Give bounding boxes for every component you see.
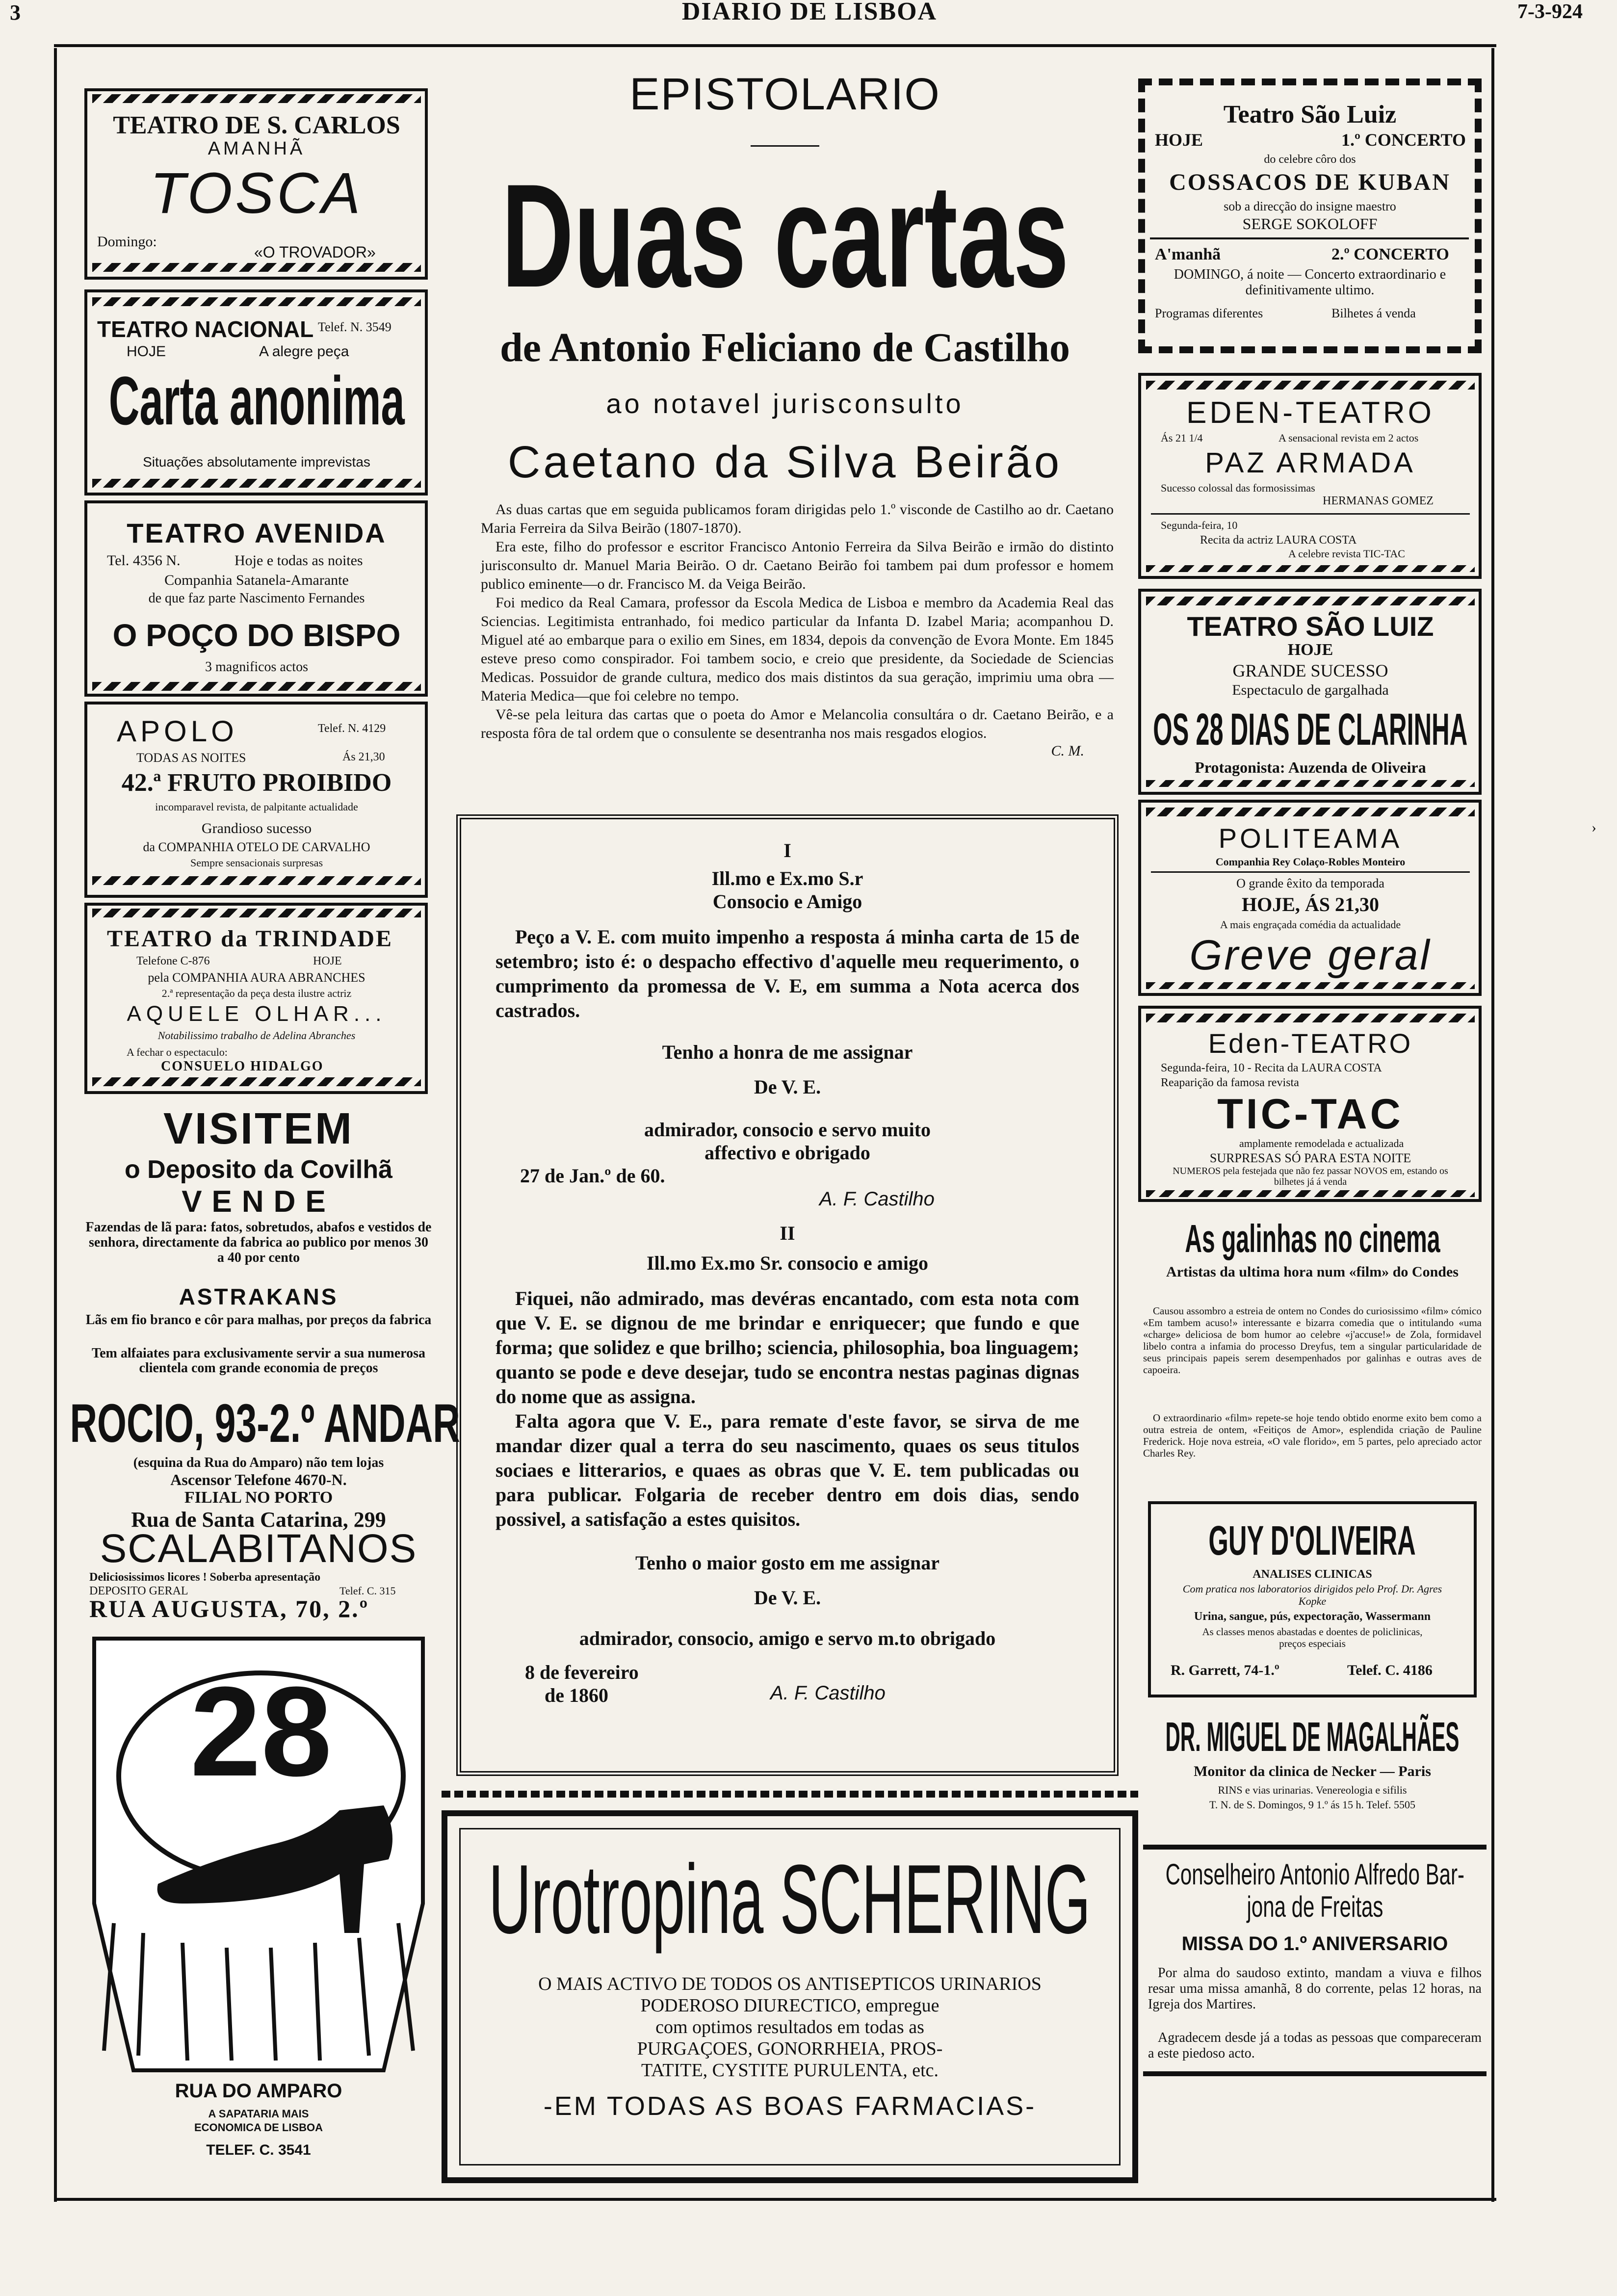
play-title: TIC-TAC — [1217, 1091, 1404, 1138]
intro-text: As duas cartas que em seguida publicamos foram dirigidas pelo 1.º visconde de Castilho ao dr. Caetano Maria Ferreira da Silva Beirão (1807-1870). Era este, filho do professor e escritor Francisco Antonio Ferreira da Silva Beirão e irmão do distinto jurisconsulto dr. Manuel Maria Beirão. O dr. Caetano Beirão foi tambem pai dum professor e homem publico eminente—o dr. Francisco M. da Veiga Beirão. Foi medico da Real Camara, professor da Escola Medica de Lisboa e membro da Academia Real das Sciencias. Legitimista entranhado, foi medico particular da Infanta D. Izabel Maria; acompanhou D. Miguel até ao embarque para o exilio em Sines, em 1834, depois da convenção de Evora Monte. Em 1845 esteve preso como conspirador. Foi tambem socio, e creio que presidente, da Sociedade de Sciencias Medicas. Possuidor de grande cultura, medico dos mais distintos da sua geração, imprimiu uma obra —Materia Medica—que foi celebre no tempo. Vê-se pela leitura das cartas que o poeta do Amor e Melancolia consultára o dr. Caetano Beirão, e a resposta fôra de tal ordem que o consulente se desentranha nos mais resgados elogios. C. M. — [481, 501, 1114, 759]
header-rule — [54, 44, 1496, 47]
ad-teatro-sao-luiz-clarinha: TEATRO SÃO LUIZ HOJE GRANDE SUCESSO Espectaculo de gargalhada OS 28 DIAS DE CLARINHA Protagonista: Auzenda de Oliveira — [1138, 589, 1482, 795]
ad-teatro-avenida: TEATRO AVENIDA Tel. 4356 N. Hoje e todas as noites Companhia Satanela-Amarante de que faz parte Nascimento Fernandes O POÇO DO BISPO 3 magnificos actos — [84, 500, 428, 697]
theatre-name: TEATRO AVENIDA — [127, 518, 387, 548]
article-galinhas-no-cinema: As galinhas no cinema Artistas da ultima hora num «film» do Condes Causou assombro a estreia de ontem no Condes do curiosissimo «film» cómico «Em tambem acuso!» interessante e bizarra comedia que o intitulando «uma «charge» deliciosa de bom humor ao celebre «j'accuse!» de Zola, formidavel libelo contra a infamia do processo Dreyfus, tem a singular particularidade de seus principais papeis serem desempenhados por galinhas e outras aves de capoeira. O extraordinario «film» repete-se hoje tendo obtido enorme exito bem como a outra estreia de ontem, «Feitiços de Amor», esplendida criação de Pauline Frederick. Hoje nova estreia, «O vale florido», em 5 partes, pelo apreciado actor Charles Rey. — [1143, 1217, 1482, 1459]
notice-missa-aniversario: Conselheiro Antonio Alfredo Bar- jona de Freitas MISSA DO 1.º ANIVERSARIO Por alma do saudoso extinto, mandam a viuva e filhos resar uma missa amanhã, 8 do corrente, pelas 12 horas, na Igreja dos Martires. Agradecem desde já a todas as pessoas que compareceram a este piedoso acto. — [1143, 1859, 1487, 2144]
ad-teatro-nacional: TEATRO NACIONAL Telef. N. 3549 HOJE A alegre peça Carta anonima Situações absolutamente imprevistas — [84, 289, 428, 496]
margin-mark: › — [1591, 819, 1596, 835]
ad-eden-teatro-tic-tac: Eden-TEATRO Segunda-feira, 10 - Recita da LAURA COSTA Reaparição da famosa revista TIC-TAC amplamente remodelada e actualizada SURPRESAS SÓ PARA ESTA NOITE NUMEROS pela festejada que não fez passar NOVOS em, estando os bilhetes já á venda — [1138, 1006, 1482, 1202]
letter-1: I Ill.mo e Ex.mo S.r Consocio e Amigo Peço a V. E. com muito impenho a resposta á minha carta de 15 de setembro; isto é: o despacho effectivo d'aquelle meu requerimento, o cumprimento da promessa de V. E, em summa a Nota acerca dos castrados. Tenho a honra de me assignar De V. E. admirador, consocio e servo muito affectivo e obrigado 27 de Jan.º de 60. A. F. Castilho — [496, 839, 1079, 1210]
ad-eden-teatro-paz-armada: EDEN-TEATRO Ás 21 1/4 A sensacional revista em 2 actos PAZ ARMADA Sucesso colossal das formosissimas HERMANAS GOMEZ Segunda-feira, 10 Recita da actriz LAURA COSTA A celebre revista TIC-TAC — [1138, 373, 1482, 579]
ad-sapataria-28: 28 RUA DO AMPARO A SAPATARIA MAIS ECONOMICA DE LISBOA TELEF. C. 3541 — [84, 1629, 433, 2168]
page-number: 3 — [10, 0, 21, 25]
ad-deposito-covilha: VISITEM o Deposito da Covilhã VENDE Fazendas de lã para: fatos, sobretudos, abafos e vestidos de senhora, directamente da fabrica ao publico por menos 30 a 40 por cento ASTRAKANS Lãs em fio branco e côr para malhas, por preços da fabrica Tem alfaiates para exclusivamente servir a sua numerosa clientela com grande economia de preços ROCIO, 93-2.º ANDAR (esquina da Rua do Amparo) não tem lojas Ascensor Telefone 4670-N. FILIAL NO PORTO Rua de Santa Catarina, 299 — [70, 1104, 460, 1532]
ad-scalabitanos: SCALABITANOS Deliciosissimos licores ! Soberba apresentação DEPOSITO GERAL Telef. C. 315 RUA AUGUSTA, 70, 2.º — [89, 1526, 417, 1622]
letter-2: II Ill.mo Ex.mo Sr. consocio e amigo Fiquei, não admirado, mas devéras encantado, com esta nota com que V. E. se dignou de me brindar e enriquecer; que fundo e que forma; que solidez e que brilho; sciencia, philosophia, boa linguagem; quanto se pode e deve desejar, tudo se encontra nestas paginas dignas do nome que as assigna. Falta agora que V. E., para remate d'este favor, se sirva de me mandar dizer qual a terra do seu nascimento, quaes os seus titulos sociaes e litterarios, e quaes as obras que V. E. tem publicadas ou para publicar. Folgaria de receber dentro em dois dias, sendo possivel, a satisfação a estes quisitos. Tenho o maior gosto em me assignar De V. E. admirador, consocio, amigo e servo m.to obrigado 8 de fevereiro de 1860 A. F. Castilho — [496, 1222, 1079, 1706]
letters-frame — [456, 814, 1119, 1776]
product-name: Urotropina SCHERING — [489, 1845, 1091, 1954]
recipient-name: Caetano da Silva Beirão — [507, 437, 1063, 487]
play-title: TOSCA — [150, 161, 364, 226]
ad-politeama: POLITEAMA Companhia Rey Colaço-Robles Monteiro O grande êxito da temporada HOJE, ÁS 21,30 A mais engraçada comédia da actualidade Greve geral — [1138, 800, 1482, 996]
ad-teatro-sao-luiz-concerto: Teatro São Luiz HOJE 1.º CONCERTO do celebre côro dos COSSACOS DE KUBAN sob a direcção do insigne maestro SERGE SOKOLOFF A'manhã 2.º CONCERTO DOMINGO, á noite — Concerto extraordinario e definitivamente ultimo. Programas diferentes Bilhetes á venda — [1138, 78, 1482, 353]
play-title: 42.ª FRUTO PROIBIDO — [121, 769, 392, 797]
issue-date: 7-3-924 — [1517, 0, 1583, 23]
left-frame-rule — [54, 48, 57, 2202]
theatre-name: TEATRO DE S. CARLOS — [113, 111, 400, 139]
headline: Duas cartas — [501, 153, 1069, 318]
ad-teatro-trindade: TEATRO da TRINDADE Telefone C-876 HOJE pela COMPANHIA AURA ABRANCHES 2.ª representação da peça desta ilustre actriz AQUELE OLHAR... Notabilissimo trabalho de Adelina Abranches A fechar o espectaculo: CONSUELO HIDALGO — [84, 903, 428, 1094]
theatre-name: APOLO — [117, 715, 238, 748]
play-title: Carta anonima — [108, 362, 405, 439]
ad-teatro-apolo: APOLO Telef. N. 4129 TODAS AS NOITES Ás 21,30 42.ª FRUTO PROIBIDO incomparavel revista, de palpitante actualidade Grandioso sucesso da COMPANHIA OTELO DE CARVALHO Sempre sensacionais surpresas — [84, 702, 428, 898]
ad-urotropina-schering: Urotropina SCHERING O MAIS ACTIVO DE TODOS OS ANTISEPTICOS URINARIOS PODEROSO DIURECTICO, empregue com optimos resultados em todas as PURGAÇOES, GONORRHEIA, PROS- TATITE, CYSTITE PURULENTA, etc. -EM TODAS AS BOAS FARMACIAS- — [442, 1810, 1138, 2183]
section-title: EPISTOLARIO — [629, 69, 940, 119]
byline: de Antonio Feliciano de Castilho — [499, 325, 1070, 370]
newspaper-title: DIARIO DE LISBOA — [681, 0, 938, 26]
play-title: OS 28 DIAS DE CLARINHA — [1153, 704, 1468, 755]
play-title: O POÇO DO BISPO — [112, 618, 401, 653]
shoe-number: 28 — [190, 1661, 332, 1803]
ad-dr-miguel-de-magalhaes: DR. MIGUEL DE MAGALHÃES Monitor da clinica de Necker — Paris RINS e vias urinarias. Venereologia e sifilis T. N. de S. Domingos, 9 1.º ás 15 h. Telef. 5505 — [1165, 1714, 1460, 1811]
ad-guy-doliveira: GUY D'OLIVEIRA ANALISES CLINICAS Com pratica nos laboratorios dirigidos pelo Prof. Dr. Agres Kopke Urina, sangue, pús, expectoração, Wassermann As classes menos abastadas e doentes de policlinicas, preços especiais R. Garrett, 74-1.º Telef. C. 4186 — [1148, 1501, 1477, 1697]
footer-rule — [54, 2198, 1496, 2201]
theatre-name: TEATRO da TRINDADE — [107, 926, 393, 952]
theatre-name: TEATRO NACIONAL — [97, 316, 314, 342]
play-title: PAZ ARMADA — [1205, 447, 1416, 479]
right-frame-rule — [1491, 48, 1494, 2202]
play-title: AQUELE OLHAR... — [127, 1002, 387, 1026]
ad-teatro-s-carlos: TEATRO DE S. CARLOS AMANHÃ TOSCA Domingo: «O TROVADOR» — [84, 88, 428, 280]
play-title: Greve geral — [1189, 932, 1432, 979]
